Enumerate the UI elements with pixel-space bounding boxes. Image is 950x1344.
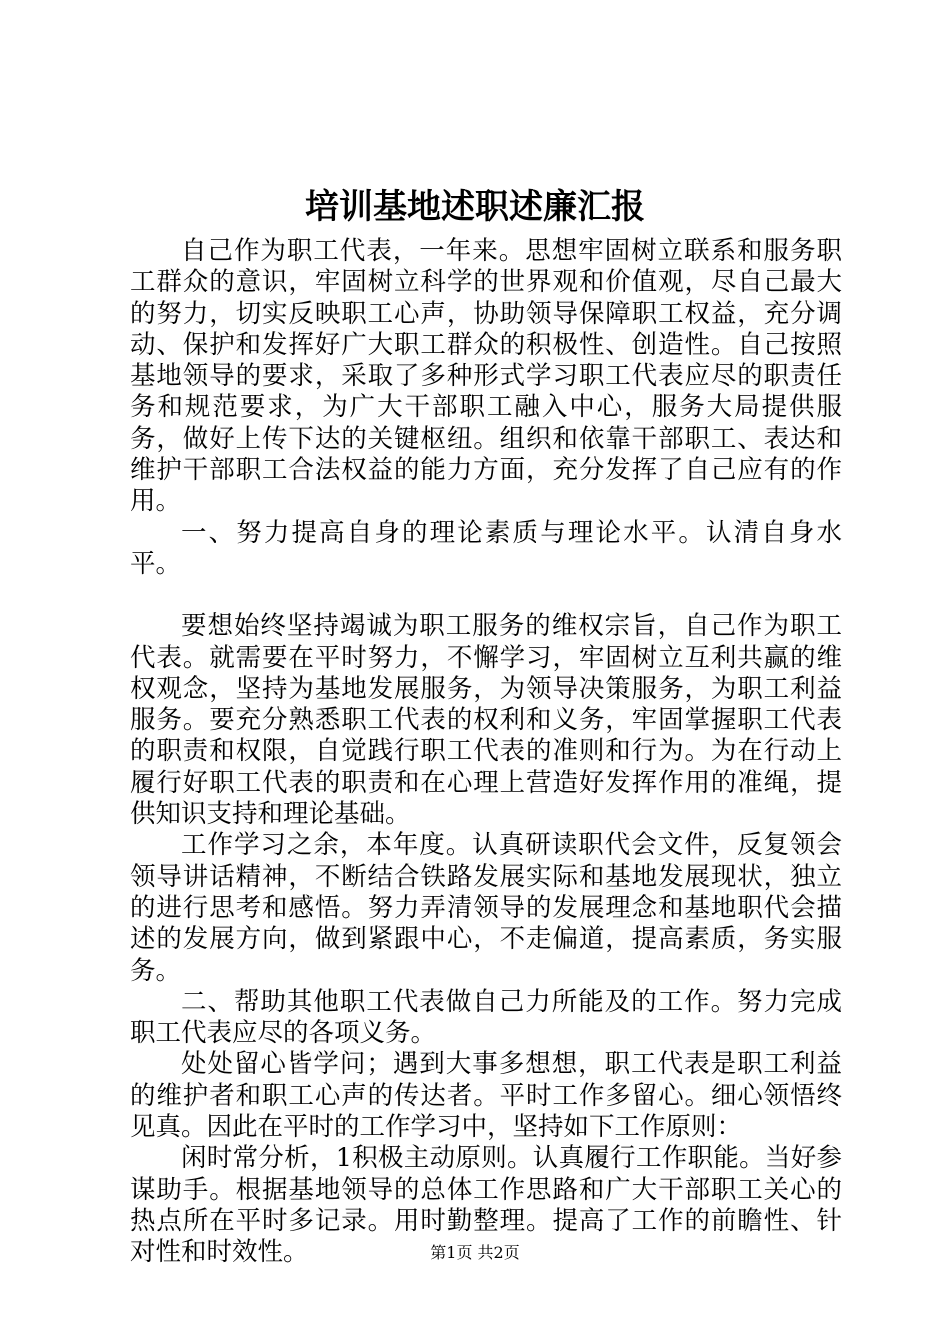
- document-title: 培训基地述职述廉汇报: [305, 187, 645, 227]
- paragraph-section-2-b: 闲时常分析，1积极主动原则。认真履行工作职能。当好参谋助手。根据基地领导的总体工作思路和广大干部职工关心的热点所在平时多记录。用时勤整理。提高了工作的前瞻性、针对性和时效性。: [130, 1143, 842, 1268]
- section-heading-2: 二、帮助其他职工代表做自己力所能及的工作。努力完成职工代表应尽的各项义务。: [130, 986, 842, 1049]
- section-heading-1: 一、努力提高自身的理论素质与理论水平。认清自身水平。: [130, 517, 842, 579]
- paragraph-section-1-b: 工作学习之余，本年度。认真研读职代会文件，反复领会领导讲话精神，不断结合铁路发展实际和基地发展现状，独立的进行思考和感悟。努力弄清领导的发展理念和基地职代会描述的发展方向，做到紧跟中心，不走偏道，提高素质，务实服务。: [130, 830, 842, 986]
- paragraph-section-1-a: 要想始终坚持竭诚为职工服务的维权宗旨，自己作为职工代表。就需要在平时努力，不懈学习，牢固树立互利共赢的维权观念，坚持为基地发展服务，为领导决策服务，为职工利益服务。要充分熟悉职工代表的权利和义务，牢固掌握职工代表的职责和权限，自觉践行职工代表的准则和行为。为在行动上履行好职工代表的职责和在心理上营造好发挥作用的准绳，提供知识支持和理论基础。: [130, 611, 842, 830]
- paragraph-intro: 自己作为职工代表，一年来。思想牢固树立联系和服务职工群众的意识，牢固树立科学的世界观和价值观，尽自己最大的努力，切实反映职工心声，协助领导保障职工权益，充分调动、保护和发挥好广大职工群众的积极性、创造性。自己按照基地领导的要求，采取了多种形式学习职工代表应尽的职责任务和规范要求，为广大干部职工融入中心，服务大局提供服务，做好上传下达的关键枢纽。组织和依靠干部职工、表达和维护干部职工合法权益的能力方面，充分发挥了自己应有的作用。: [130, 236, 842, 517]
- paragraph-section-2-a: 处处留心皆学问；遇到大事多想想，职工代表是职工利益的维护者和职工心声的传达者。平时工作多留心。细心领悟终见真。因此在平时的工作学习中，坚持如下工作原则：: [130, 1049, 842, 1143]
- blank-line: [130, 580, 842, 611]
- document-body: [130, 236, 842, 1269]
- page-number-footer: 第1页 共2页: [430, 1243, 520, 1262]
